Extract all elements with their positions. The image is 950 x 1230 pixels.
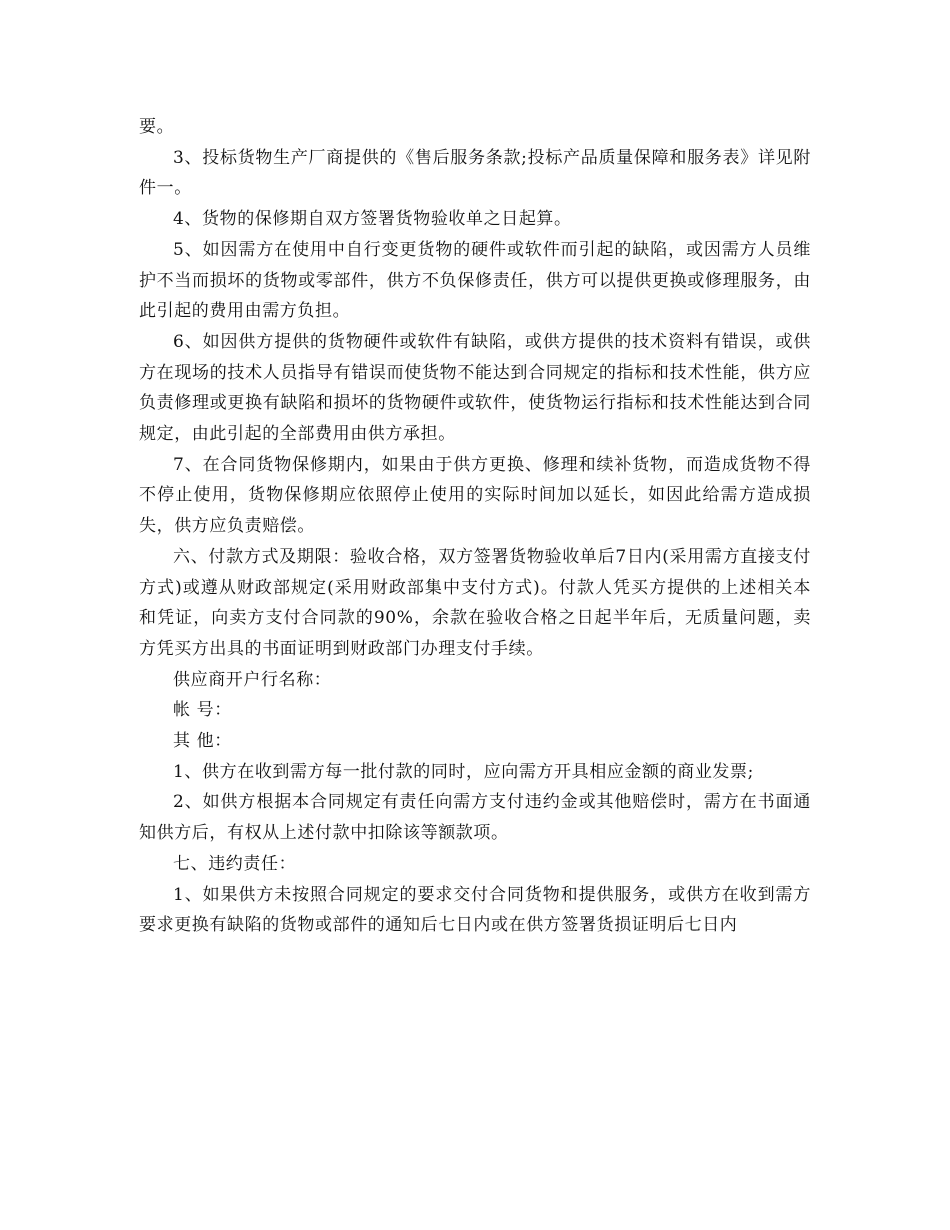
paragraph: 3、投标货物生产厂商提供的《售后服务条款;投标产品质量保障和服务表》详见附件一。 (139, 147, 811, 199)
bank-name-field: 供应商开户行名称： (173, 669, 332, 690)
section-heading: 七、违约责任： (173, 853, 297, 874)
paragraph: 六、付款方式及期限：验收合格，双方签署货物验收单后7日内(采用需方直接支付方式)或遵从财政部规定(采用财政部集中支付方式)。付款人凭买方提供的上述相关本和凭证，向卖方支付合同款的90%，余款在验收合格之日起半年后，无质量问题，卖方凭买方出具的书面证明到财政部门办理支付手续。 (139, 546, 811, 659)
paragraph: 要。 (139, 117, 175, 137)
paragraph: 6、如因供方提供的货物硬件或软件有缺陷，或供方提供的技术资料有错误，或供方在现场的技术人员指导有错误而使货物不能达到合同规定的指标和技术性能，供方应负责修理或更换有缺陷和损坏的货物硬件或软件，使货物运行指标和技术性能达到合同规定，由此引起的全部费用由供方承担。 (139, 331, 811, 445)
paragraph: 2、如供方根据本合同规定有责任向需方支付违约金或其他赔偿时，需方在书面通知供方后，有权从上述付款中扣除该等额款项。 (139, 792, 811, 844)
document-body (139, 112, 811, 941)
account-number-field: 帐 号： (173, 700, 232, 721)
paragraph: 1、如果供方未按照合同规定的要求交付合同货物和提供服务，或供方在收到需方要求更换有缺陷的货物或部件的通知后七日内或在供方签署货损证明后七日内 (139, 884, 811, 936)
paragraph: 4、货物的保修期自双方签署货物验收单之日起算。 (173, 209, 572, 230)
other-heading: 其 他： (173, 731, 232, 752)
paragraph: 7、在合同货物保修期内，如果由于供方更换、修理和续补货物，而造成货物不得不停止使用，货物保修期应依照停止使用的实际时间加以延长，如因此给需方造成损失，供方应负责赔偿。 (139, 454, 811, 537)
paragraph: 5、如因需方在使用中自行变更货物的硬件或软件而引起的缺陷，或因需方人员维护不当而损坏的货物或零部件，供方不负保修责任，供方可以提供更换或修理服务，由此引起的费用由需方负担。 (139, 239, 811, 322)
paragraph: 1、供方在收到需方每一批付款的同时，应向需方开具相应金额的商业发票; (173, 761, 754, 782)
